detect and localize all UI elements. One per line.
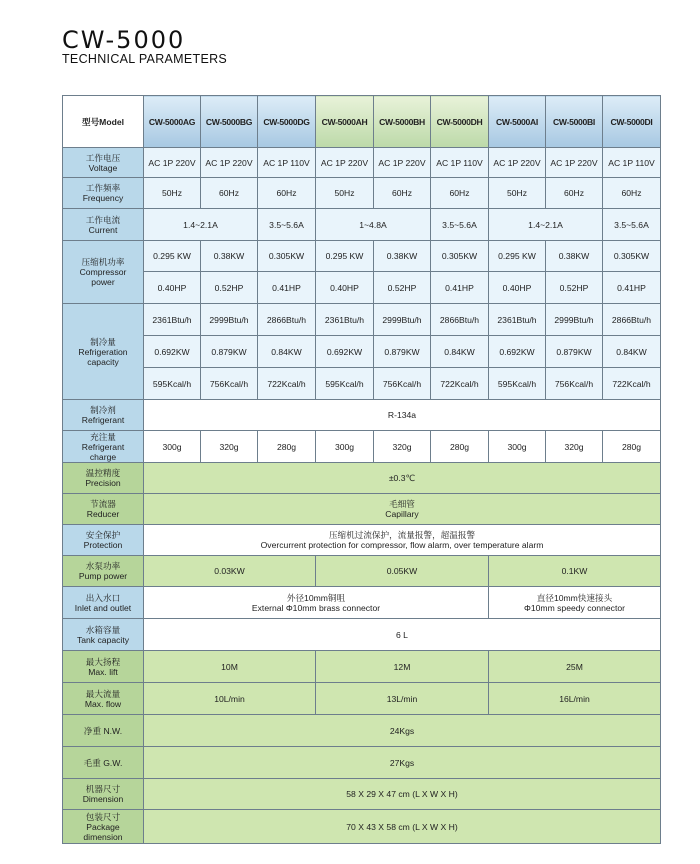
compressor-hp-cell: 0.52HP: [546, 272, 603, 304]
voltage-cell: AC 1P 110V: [258, 148, 316, 178]
frequency-cell: 60Hz: [431, 178, 489, 209]
label-pump-power: [63, 556, 144, 587]
label-en: Inlet and outlet: [74, 602, 132, 613]
label-en: Max. flow: [84, 698, 122, 709]
model-header: CW-5000AH: [316, 96, 374, 148]
row-pump-power: [63, 556, 661, 587]
row-charge: [63, 431, 661, 463]
refrigeration-btu-cell: 2361Btu/h: [489, 304, 546, 336]
row-reducer: [63, 494, 661, 525]
label-flow: [63, 683, 144, 715]
pump-power-cell: 0.1KW: [489, 556, 661, 587]
label-tank: [63, 619, 144, 651]
row-refrigeration-kcal: [63, 368, 661, 400]
refrigeration-kw-cell: 0.84KW: [258, 336, 316, 368]
row-lift: [63, 651, 661, 683]
label-zh: 工作电流: [85, 214, 121, 225]
label-reducer: [63, 494, 144, 525]
label-en: Dimension: [82, 794, 124, 804]
label-charge: [63, 431, 144, 463]
label-en: Refrigeration: [78, 346, 128, 357]
frequency-cell: 50Hz: [144, 178, 201, 209]
compressor-kw-cell: 0.305KW: [258, 241, 316, 272]
label-en: dimension: [83, 831, 123, 842]
reducer-cell: [144, 494, 661, 525]
row-protection: [63, 525, 661, 556]
refrigeration-kw-cell: 0.879KW: [201, 336, 258, 368]
refrigeration-kw-cell: 0.84KW: [431, 336, 489, 368]
row-tank: [63, 619, 661, 651]
refrigeration-kw-cell: 0.84KW: [603, 336, 661, 368]
row-gw: [63, 747, 661, 779]
compressor-kw-cell: 0.38KW: [201, 241, 258, 272]
value-en: Φ10mm speedy connector: [524, 602, 625, 613]
value-zh: 外径10mm铜咀: [286, 592, 346, 603]
label-en: Refrigerant: [81, 441, 125, 452]
current-cell: 3.5~5.6A: [258, 209, 316, 241]
refrigeration-btu-cell: 2361Btu/h: [144, 304, 201, 336]
gw-cell: 27Kgs: [144, 747, 661, 779]
value-zh: 毛细管: [389, 499, 415, 509]
label-current: [63, 209, 144, 241]
refrigeration-btu-cell: 2866Btu/h: [258, 304, 316, 336]
row-refrigeration-kw: [63, 336, 661, 368]
flow-cell: 10L/min: [144, 683, 316, 715]
lift-cell: 12M: [316, 651, 489, 683]
frequency-cell: 60Hz: [374, 178, 431, 209]
model-header: CW-5000AG: [144, 96, 201, 148]
compressor-hp-cell: 0.40HP: [144, 272, 201, 304]
compressor-kw-cell: 0.305KW: [603, 241, 661, 272]
row-model: [63, 96, 661, 148]
label-protection: [63, 525, 144, 556]
label-en: Pump power: [78, 571, 128, 581]
charge-cell: 300g: [489, 431, 546, 463]
pump-power-cell: 0.05KW: [316, 556, 489, 587]
inlet-right-cell: [489, 587, 661, 619]
model-header: CW-5000DH: [431, 96, 489, 148]
refrigeration-btu-cell: 2999Btu/h: [374, 304, 431, 336]
pump-power-cell: 0.03KW: [144, 556, 316, 587]
refrigeration-kw-cell: 0.692KW: [144, 336, 201, 368]
model-label: 型号Model: [63, 96, 144, 148]
compressor-kw-cell: 0.38KW: [374, 241, 431, 272]
label-zh: 压缩机功率: [81, 257, 125, 267]
charge-cell: 320g: [546, 431, 603, 463]
voltage-cell: AC 1P 110V: [603, 148, 661, 178]
refrigeration-kcal-cell: 722Kcal/h: [603, 368, 661, 400]
label-en: Package: [86, 821, 120, 832]
label-voltage: [63, 148, 144, 178]
label-en: Frequency: [82, 193, 124, 203]
label-inlet-outlet: [63, 587, 144, 619]
label-en: capacity: [87, 356, 119, 367]
label-zh: 出入水口: [85, 592, 121, 603]
refrigeration-kw-cell: 0.879KW: [374, 336, 431, 368]
label-zh: 温控精度: [85, 468, 121, 478]
row-dimension: [63, 779, 661, 810]
value-en: Overcurrent protection for compressor, flow alarm, over temperature alarm: [260, 540, 544, 550]
tank-cell: 6 L: [144, 619, 661, 651]
compressor-hp-cell: 0.41HP: [431, 272, 489, 304]
label-en: Precision: [85, 478, 121, 488]
row-voltage: [63, 148, 661, 178]
compressor-hp-cell: 0.41HP: [603, 272, 661, 304]
row-nw: [63, 715, 661, 747]
precision-cell: ±0.3℃: [144, 463, 661, 494]
label-zh: 工作电压: [85, 152, 121, 163]
label-en: Compressor: [79, 267, 127, 277]
label-en: Max. lift: [88, 666, 118, 677]
package-cell: 70 X 43 X 58 cm (L X W X H): [144, 810, 661, 844]
compressor-kw-cell: 0.305KW: [431, 241, 489, 272]
protection-cell: [144, 525, 661, 556]
charge-cell: 280g: [603, 431, 661, 463]
voltage-cell: AC 1P 220V: [201, 148, 258, 178]
refrigeration-kcal-cell: 595Kcal/h: [489, 368, 546, 400]
compressor-hp-cell: 0.52HP: [201, 272, 258, 304]
label-zh: 充注量: [90, 431, 116, 442]
current-cell: 1.4~2.1A: [144, 209, 258, 241]
value-zh: 压缩机过流保护，流量报警，超温报警: [328, 530, 476, 540]
compressor-kw-cell: 0.295 KW: [144, 241, 201, 272]
refrigeration-kw-cell: 0.692KW: [489, 336, 546, 368]
charge-cell: 320g: [374, 431, 431, 463]
lift-cell: 25M: [489, 651, 661, 683]
charge-cell: 320g: [201, 431, 258, 463]
row-compressor-hp: [63, 272, 661, 304]
label-en: Reducer: [86, 509, 120, 519]
row-current: [63, 209, 661, 241]
compressor-kw-cell: 0.295 KW: [489, 241, 546, 272]
refrigeration-btu-cell: 2999Btu/h: [201, 304, 258, 336]
label-zh: 制冷剂: [90, 405, 116, 415]
flow-cell: 13L/min: [316, 683, 489, 715]
refrigeration-kcal-cell: 595Kcal/h: [144, 368, 201, 400]
label-refrigeration: [63, 304, 144, 400]
label-zh: 安全保护: [85, 530, 121, 540]
voltage-cell: AC 1P 220V: [316, 148, 374, 178]
compressor-hp-cell: 0.52HP: [374, 272, 431, 304]
current-cell: 1.4~2.1A: [489, 209, 603, 241]
nw-cell: 24Kgs: [144, 715, 661, 747]
model-header: CW-5000DG: [258, 96, 316, 148]
value-zh: 直径10mm快速接头: [536, 592, 613, 603]
label-zh: 最大流量: [85, 688, 121, 699]
value-en: Capillary: [385, 509, 419, 519]
compressor-hp-cell: 0.40HP: [316, 272, 374, 304]
refrigeration-kw-cell: 0.692KW: [316, 336, 374, 368]
row-refrigeration-btu: [63, 304, 661, 336]
frequency-cell: 60Hz: [603, 178, 661, 209]
frequency-cell: 50Hz: [316, 178, 374, 209]
label-refrigerant: [63, 400, 144, 431]
label-en: Tank capacity: [76, 634, 130, 645]
row-package: [63, 810, 661, 844]
refrigeration-btu-cell: 2361Btu/h: [316, 304, 374, 336]
voltage-cell: AC 1P 110V: [431, 148, 489, 178]
label-compressor: [63, 241, 144, 304]
model-header: CW-5000AI: [489, 96, 546, 148]
label-zh: 节流器: [90, 499, 116, 509]
voltage-cell: AC 1P 220V: [489, 148, 546, 178]
refrigeration-btu-cell: 2866Btu/h: [603, 304, 661, 336]
refrigerant-cell: R-134a: [144, 400, 661, 431]
model-header: CW-5000DI: [603, 96, 661, 148]
label-dimension: [63, 779, 144, 810]
label-gw: 毛重 G.W.: [63, 747, 144, 779]
row-precision: [63, 463, 661, 494]
refrigeration-kcal-cell: 756Kcal/h: [546, 368, 603, 400]
label-en: Current: [88, 224, 118, 235]
label-zh: 包装尺寸: [85, 811, 121, 822]
label-en: Voltage: [88, 162, 118, 173]
frequency-cell: 60Hz: [546, 178, 603, 209]
frequency-cell: 60Hz: [258, 178, 316, 209]
row-frequency: [63, 178, 661, 209]
label-precision: [63, 463, 144, 494]
refrigeration-kcal-cell: 722Kcal/h: [258, 368, 316, 400]
label-lift: [63, 651, 144, 683]
inlet-left-cell: [144, 587, 489, 619]
frequency-cell: 60Hz: [201, 178, 258, 209]
compressor-hp-cell: 0.40HP: [489, 272, 546, 304]
label-zh: 水泵功率: [85, 561, 121, 571]
label-en: Refrigerant: [81, 415, 125, 425]
voltage-cell: AC 1P 220V: [374, 148, 431, 178]
label-nw: 净重 N.W.: [63, 715, 144, 747]
row-compressor-kw: [63, 241, 661, 272]
model-header: CW-5000BI: [546, 96, 603, 148]
voltage-cell: AC 1P 220V: [144, 148, 201, 178]
refrigeration-kcal-cell: 756Kcal/h: [201, 368, 258, 400]
model-header: CW-5000BH: [374, 96, 431, 148]
refrigeration-btu-cell: 2866Btu/h: [431, 304, 489, 336]
refrigeration-kcal-cell: 595Kcal/h: [316, 368, 374, 400]
charge-cell: 300g: [144, 431, 201, 463]
frequency-cell: 50Hz: [489, 178, 546, 209]
label-zh: 工作频率: [85, 183, 121, 193]
refrigeration-kcal-cell: 722Kcal/h: [431, 368, 489, 400]
flow-cell: 16L/min: [489, 683, 661, 715]
label-frequency: [63, 178, 144, 209]
label-zh: 机器尺寸: [85, 784, 121, 794]
current-cell: 1~4.8A: [316, 209, 431, 241]
label-en: charge: [89, 451, 117, 462]
label-zh: 水箱容量: [85, 624, 121, 635]
page-title: CW-5000: [62, 26, 186, 54]
label-zh: 制冷量: [90, 336, 116, 347]
compressor-kw-cell: 0.295 KW: [316, 241, 374, 272]
compressor-hp-cell: 0.41HP: [258, 272, 316, 304]
voltage-cell: AC 1P 220V: [546, 148, 603, 178]
spec-table: [62, 95, 661, 844]
page-subtitle: TECHNICAL PARAMETERS: [62, 52, 228, 66]
row-flow: [63, 683, 661, 715]
charge-cell: 300g: [316, 431, 374, 463]
dimension-cell: 58 X 29 X 47 cm (L X W X H): [144, 779, 661, 810]
refrigeration-kcal-cell: 756Kcal/h: [374, 368, 431, 400]
lift-cell: 10M: [144, 651, 316, 683]
charge-cell: 280g: [431, 431, 489, 463]
refrigeration-kw-cell: 0.879KW: [546, 336, 603, 368]
row-inlet-outlet: [63, 587, 661, 619]
label-en: Protection: [83, 540, 123, 550]
row-refrigerant: [63, 400, 661, 431]
model-header: CW-5000BG: [201, 96, 258, 148]
value-en: External Φ10mm brass connector: [251, 602, 381, 613]
current-cell: 3.5~5.6A: [431, 209, 489, 241]
refrigeration-btu-cell: 2999Btu/h: [546, 304, 603, 336]
compressor-kw-cell: 0.38KW: [546, 241, 603, 272]
label-zh: 最大扬程: [85, 656, 121, 667]
current-cell: 3.5~5.6A: [603, 209, 661, 241]
charge-cell: 280g: [258, 431, 316, 463]
label-en: power: [91, 277, 115, 287]
label-package: [63, 810, 144, 844]
